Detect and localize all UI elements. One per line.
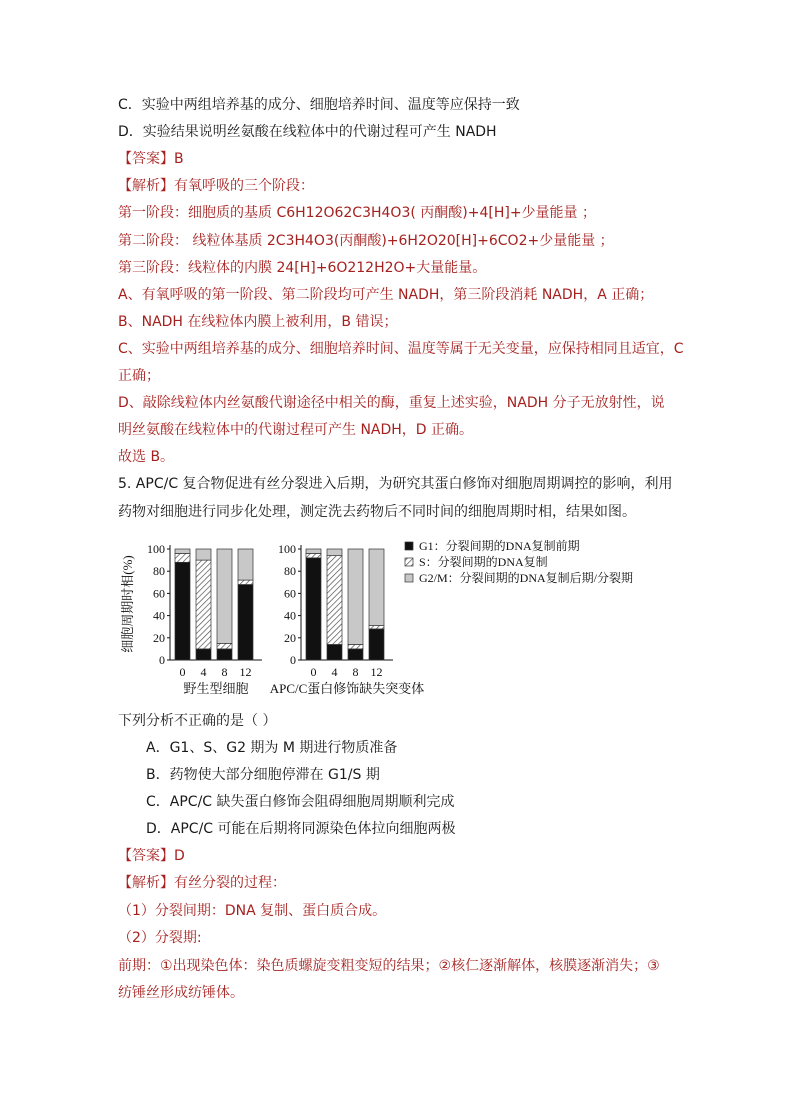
explanation-line: （2）分裂期: [118, 930, 202, 947]
bar-segment [327, 644, 342, 660]
y-tick-label: 40 [284, 608, 296, 623]
paragraph-line: 药物对细胞进行同步化处理，测定洗去药物后不同时间的细胞周期时相，结果如图。 [118, 503, 636, 520]
bar-segment [348, 644, 363, 648]
question-stem: 下列分析不正确的是（ ） [118, 713, 277, 729]
option-d: D．APC/C 可能在后期将同源染色体拉向细胞两极 [146, 821, 456, 837]
y-tick-label: 0 [290, 653, 296, 667]
bar-segment [175, 562, 190, 660]
y-tick-label: 20 [284, 630, 296, 645]
bar-segment [196, 549, 211, 560]
legend-label: S：分裂间期的DNA复制 [419, 555, 548, 569]
bar-segment [175, 553, 190, 562]
legend-label: G2/M：分裂间期的DNA复制后期/分裂期 [419, 571, 634, 585]
explanation-line: 纺锤丝形成纺锤体。 [118, 985, 244, 1001]
y-tick-label: 60 [153, 586, 165, 601]
y-tick-label: 40 [153, 608, 165, 623]
bar-segment [217, 549, 232, 643]
legend-swatch [405, 542, 413, 550]
paragraph-line: 第三阶段：线粒体的内膜 24[H]+6O212H2O+大量能量。 [118, 259, 487, 276]
bar-segment [369, 629, 384, 660]
y-tick-label: 100 [278, 542, 296, 556]
bar-segment [348, 549, 363, 644]
y-tick-label: 100 [147, 542, 165, 556]
y-tick-label: 80 [153, 564, 165, 579]
bar-segment [327, 549, 342, 556]
paragraph-line: C、实验中两组培养基的成分、细胞培养时间、温度等属于无关变量，应保持相同且适宜，C [118, 340, 684, 357]
option-a: A．G1、S、G2 期为 M 期进行物质准备 [146, 740, 398, 756]
paragraph-line: 正确； [118, 368, 160, 384]
y-tick-label: 80 [284, 564, 296, 579]
bar-segment [238, 580, 253, 584]
bar-segment [217, 649, 232, 660]
option-b: B．药物使大部分细胞停滞在 G1/S 期 [146, 767, 380, 783]
x-tick-label: 4 [200, 665, 207, 679]
x-tick-label: 12 [239, 665, 252, 679]
bar-segment [238, 549, 253, 580]
bar-segment [306, 553, 321, 557]
paragraph-line: 故选 B。 [118, 449, 175, 466]
explanation-line: 【答案】D [118, 848, 185, 864]
x-tick-label: 12 [370, 665, 383, 679]
explanation-line: （1）分裂间期：DNA 复制、蛋白质合成。 [118, 902, 387, 919]
panel-xlabel: APC/C蛋白修饰缺失突变体 [269, 681, 425, 696]
legend-swatch [405, 574, 413, 582]
bar-segment [348, 649, 363, 660]
x-tick-label: 8 [352, 665, 359, 679]
cell-cycle-chart [118, 536, 678, 708]
figure-cell-cycle [118, 536, 678, 708]
option-c: C．APC/C 缺失蛋白修饰会阻碍细胞周期顺利完成 [146, 794, 455, 810]
bar-segment [175, 549, 190, 553]
paragraph-line: 第一阶段：细胞质的基质 C6H12O62C3H4O3( 丙酮酸)+4[H]+少量能量 ； [118, 205, 596, 222]
legend-swatch [405, 558, 413, 566]
paragraph-line: D．实验结果说明丝氨酸在线粒体中的代谢过程可产生 NADH [118, 124, 497, 141]
paragraph-line: 【答案】B [118, 151, 184, 168]
bar-segment [369, 549, 384, 626]
x-tick-label: 0 [310, 665, 317, 679]
paragraph-line: C．实验中两组培养基的成分、细胞培养时间、温度等应保持一致 [118, 97, 520, 113]
paragraph-line: B、NADH 在线粒体内膜上被利用，B 错误； [118, 313, 398, 330]
explanation-line: 前期：①出现染色体：染色质螺旋变粗变短的结果；②核仁逐渐解体，核膜逐渐消失；③ [118, 957, 660, 974]
paragraph-line: 5. APC/C 复合物促进有丝分裂进入后期，为研究其蛋白修饰对细胞周期调控的影响，利用 [118, 476, 673, 493]
paragraph-line: 【解析】有氧呼吸的三个阶段： [118, 178, 314, 195]
paragraph-line: 第二阶段： 线粒体基质 2C3H4O3(丙酮酸)+6H2O20[H]+6CO2+少量能量 ； [118, 232, 614, 249]
explanation-line: 【解析】有丝分裂的过程： [118, 875, 286, 892]
bar-segment [196, 649, 211, 660]
bar-segment [369, 626, 384, 629]
x-tick-label: 0 [179, 665, 186, 679]
panel-xlabel: 野生型细胞 [183, 681, 249, 696]
bar-segment [238, 585, 253, 660]
y-tick-label: 60 [284, 586, 296, 601]
bar-segment [306, 549, 321, 553]
paragraph-line: A、有氧呼吸的第一阶段、第二阶段均可产生 NADH，第三阶段消耗 NADH，A 正确； [118, 286, 654, 303]
y-tick-label: 0 [159, 653, 165, 667]
paragraph-line: 明丝氨酸在线粒体中的代谢过程可产生 NADH，D 正确。 [118, 422, 474, 439]
bar-segment [327, 556, 342, 645]
paragraph-line: D、敲除线粒体内丝氨酸代谢途径中相关的酶，重复上述实验，NADH 分子无放射性，说 [118, 395, 665, 412]
bar-segment [196, 560, 211, 649]
x-tick-label: 8 [221, 665, 228, 679]
y-tick-label: 20 [153, 630, 165, 645]
x-tick-label: 4 [331, 665, 338, 679]
legend-label: G1：分裂间期的DNA复制前期 [419, 539, 580, 553]
y-axis-label: 细胞周期时相(%) [120, 555, 135, 653]
bar-segment [306, 558, 321, 660]
bar-segment [217, 643, 232, 649]
